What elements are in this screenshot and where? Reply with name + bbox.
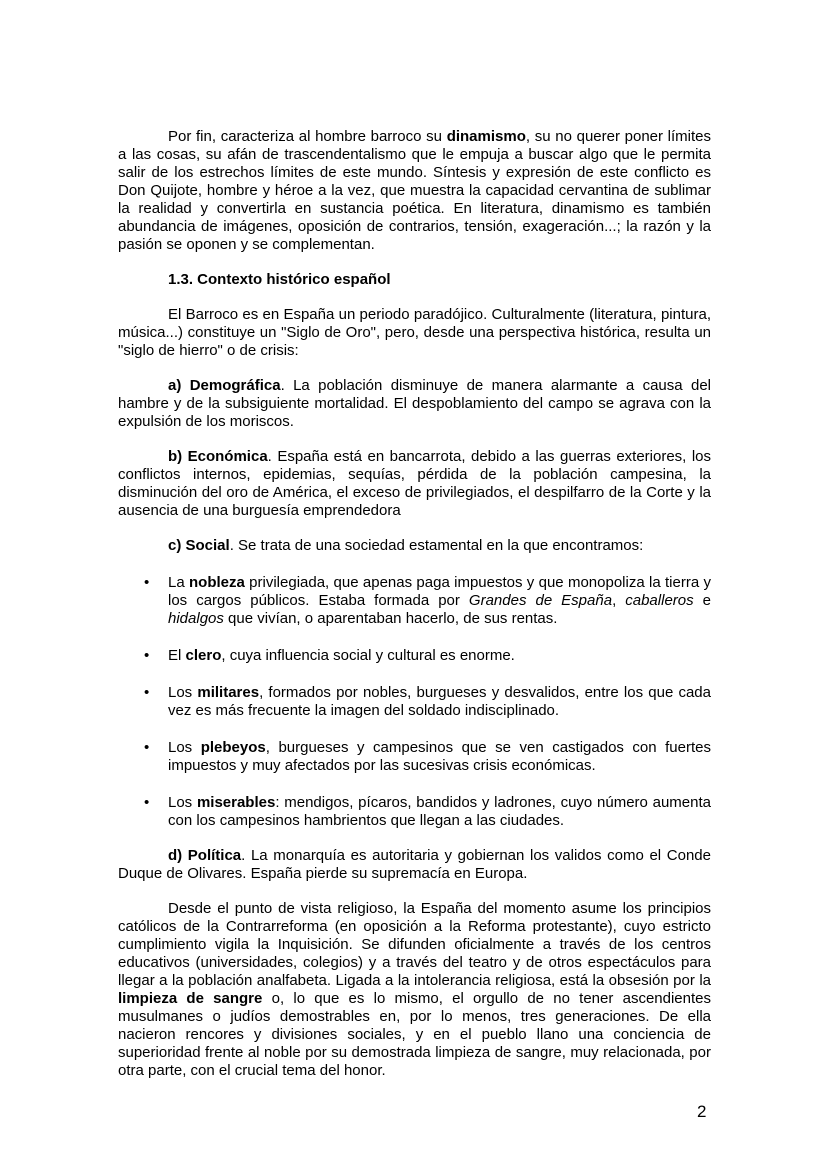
paragraph-politica: [118, 847, 711, 883]
text: . España está en bancarrota, debido a las guerras exteriores, los conflictos internos, epidemias, sequías, pérdida de la población campesina, la disminución del oro de América, el exceso de privilegiados, el despilfarro de la Corte y la ausencia de una burguesía emprendedora: [118, 448, 711, 519]
list-item-clero: [118, 647, 711, 665]
label-social: c) Social: [168, 537, 230, 554]
label-economica: b) Económica: [168, 448, 268, 465]
italic-term: Grandes de España: [468, 592, 613, 609]
text: e: [693, 592, 711, 609]
bold-term: plebeyos: [200, 739, 266, 756]
list-item-militares: [118, 684, 711, 720]
bold-term: clero: [185, 647, 222, 664]
paragraph-social: [118, 537, 711, 555]
text: Los: [168, 684, 198, 701]
text: , formados por nobles, burgueses y desvalidos, entre los que cada vez es más frecuente la imagen del soldado indisciplinado.: [168, 684, 711, 719]
text: . La monarquía es autoritaria y gobiernan los validos como el Conde Duque de Olivares. España pierde su supremacía en Europa.: [118, 847, 711, 882]
text: . Se trata de una sociedad estamental en la que encontramos:: [229, 537, 644, 554]
text: ,: [612, 592, 626, 609]
text: , burgueses y campesinos que se ven castigados con fuertes impuestos y muy afectados por las sucesivas crisis económicas.: [168, 739, 711, 774]
page-number: 2: [697, 1102, 707, 1121]
text: El: [168, 647, 186, 664]
paragraph-dinamismo: [118, 128, 711, 254]
bold-term-dinamismo: dinamismo: [446, 128, 526, 145]
bold-term: miserables: [196, 794, 276, 811]
list-item-miserables: [118, 794, 711, 830]
text: Desde el punto de vista religioso, la España del momento asume los principios católicos de la Contrarreforma (en oposición a la Reforma protestante), cuyo estricto cumplimiento vigila la Inquisición. Se difunden oficialmente a través de los centros educativos (universidades, colegios) y a través del teatro y de otros espectáculos para llegar a la población analfabeta. Ligada a la intolerancia religiosa, está la obsesión por la: [118, 900, 711, 989]
paragraph-religioso: [118, 900, 711, 1080]
text: . La población disminuye de manera alarmante a causa del hambre y de la subsiguiente mortalidad. El despoblamiento del campo se agrava con la expulsión de los moriscos.: [118, 377, 711, 430]
text: Por fin, caracteriza al hombre barroco su: [168, 128, 447, 145]
document-page: [118, 128, 711, 1080]
text: La: [168, 574, 190, 591]
text: , cuya influencia social y cultural es enorme.: [221, 647, 515, 664]
bullet-icon: •: [144, 647, 150, 664]
italic-term: hidalgos: [168, 610, 224, 627]
bullet-icon: •: [144, 794, 150, 811]
italic-term: caballeros: [625, 592, 694, 609]
label-politica: d) Política: [168, 847, 242, 864]
bold-term: nobleza: [189, 574, 245, 591]
bullet-icon: •: [144, 574, 150, 591]
label-demografica: a) Demográfica: [168, 377, 281, 394]
list-item-nobleza: [118, 574, 711, 628]
bold-term: militares: [197, 684, 260, 701]
text: o, lo que es lo mismo, el orgullo de no tener ascendientes musulmanes o judíos demostrables en, por lo menos, tres generaciones. De ella nacieron rencores y divisiones sociales, y en el pueblo llano una conciencia de superioridad frente al noble por su demostrada limpieza de sangre, muy relacionada, por otra parte, con el crucial tema del honor.: [118, 990, 712, 1079]
bullet-icon: •: [144, 684, 150, 701]
text: Los: [168, 739, 201, 756]
section-heading: 1.3. Contexto histórico español: [168, 271, 391, 288]
paragraph-intro: El Barroco es en España un periodo paradójico. Culturalmente (literatura, pintura, música...) constituye un "Siglo de Oro", pero, desde una perspectiva histórica, resulta un "siglo de hierro" o de crisis:: [118, 306, 711, 359]
bold-term-limpieza: limpieza de sangre: [118, 990, 263, 1007]
list-item-plebeyos: [118, 739, 711, 775]
text: Los: [168, 794, 197, 811]
paragraph-economica: [118, 448, 711, 520]
text: privilegiada, que apenas paga impuestos y que monopoliza la tierra y los cargos públicos. Estaba formada por: [168, 574, 712, 609]
bullet-icon: •: [144, 739, 150, 756]
paragraph-demografica: [118, 377, 711, 431]
text: , su no querer poner límites a las cosas, su afán de trascendentalismo que le empuja a buscar algo que le permita salir de los estrechos límites de este mundo. Síntesis y expresión de este conflicto es Don Quijote, hombre y héroe a la vez, que muestra la capacidad cervantina de sublimar la realidad y convertirla en sustancia poética. En literatura, dinamismo es también abundancia de imágenes, oposición de contrarios, tensión, exageración...; la razón y la pasión se oponen y se complementan.: [118, 128, 712, 253]
social-class-list: [118, 574, 711, 830]
text: que vivían, o aparentaban hacerlo, de sus rentas.: [223, 610, 558, 627]
text: : mendigos, pícaros, bandidos y ladrones, cuyo número aumenta con los campesinos hambrientos que llegan a las ciudades.: [168, 794, 711, 829]
